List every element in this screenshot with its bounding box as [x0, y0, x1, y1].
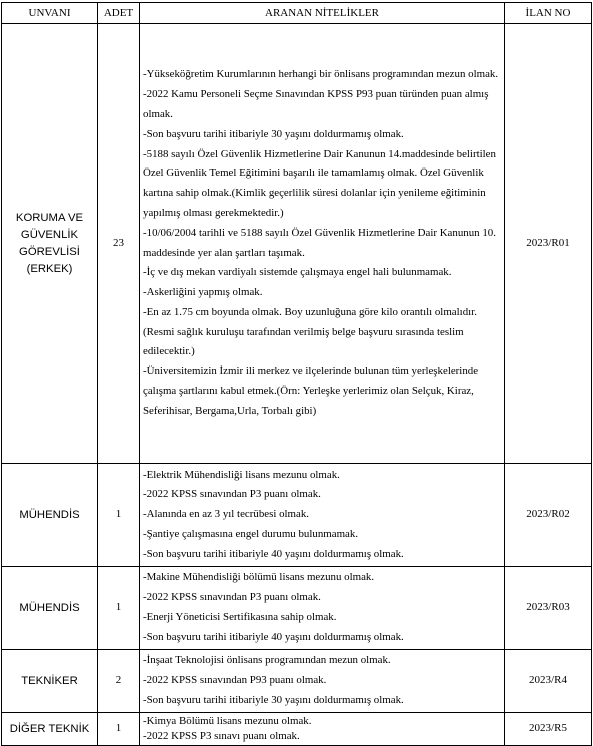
listing-number: 2023/R5: [505, 713, 592, 746]
header-ilan-no: İLAN NO: [505, 3, 592, 24]
qualifications-list: [140, 464, 505, 567]
listing-number: 2023/R01: [505, 24, 592, 464]
position-title: KORUMA VE GÜVENLİK GÖREVLİSİ (ERKEK): [2, 24, 98, 464]
qualification-item: -10/06/2004 tarihli ve 5188 sayılı Özel Güvenlik Hizmetlerine Dair Kanunun 10. maddesinde yer alan şartları taşımak.: [143, 226, 496, 259]
qualification-item: -2022 KPSS P3 sınavı puanı olmak.: [143, 730, 300, 742]
position-count: 1: [98, 464, 140, 567]
qualification-item: -İnşaat Teknolojisi önlisans programından mezun olmak.: [143, 654, 391, 667]
position-count: 1: [98, 567, 140, 650]
position-title: DİĞER TEKNİK: [2, 713, 98, 746]
qualification-item: -Son başvuru tarihi itibariyle 40 yaşını doldurmamış olmak.: [143, 547, 404, 560]
qualification-item: -En az 1.75 cm boyunda olmak. Boy uzunluğuna göre kilo orantılı olmalıdır.(Resmi sağlık kuruluşu tarafından verilmiş belge başvuru sırasında teslim edilecektir.): [143, 305, 477, 358]
qualification-item: -Enerji Yöneticisi Sertifikasına sahip olmak.: [143, 611, 337, 623]
qualification-item: -Yükseköğretim Kurumlarının herhangi bir önlisans programından mezun olmak.: [143, 68, 499, 81]
table-row: [2, 464, 592, 567]
qualification-item: -2022 KPSS sınavından P3 puanı olmak.: [143, 591, 321, 604]
qualification-item: -Makine Mühendisliği bölümü lisans mezunu olmak.: [143, 571, 375, 584]
qualification-item: -Kimya Bölümü lisans mezunu olmak.: [143, 715, 312, 727]
qualification-item: -Son başvuru tarihi itibariyle 30 yaşını doldurmamış olmak.: [143, 127, 404, 140]
qualification-item: -5188 sayılı Özel Güvenlik Hizmetlerine Dair Kanunun 14.maddesinde belirtilen Özel Güvenlik Temel Eğitimini başarılı ile tamamlamış olmak. Özel Güvenlik kartına sahip olmak.(Kimlik geçerlilik süresi dolanlar için yenileme eğitiminin yapılmış olması gerekmektedir.): [143, 147, 496, 219]
header-nitelikler: ARANAN NİTELİKLER: [140, 3, 505, 24]
qualification-item: -2022 KPSS sınavından P93 puanı olmak.: [143, 674, 327, 687]
header-row: [2, 3, 592, 24]
listing-number: 2023/R4: [505, 650, 592, 713]
qualification-item: -Son başvuru tarihi itibariyle 30 yaşını doldurmamış olmak.: [143, 693, 404, 706]
qualification-item: -Son başvuru tarihi itibariyle 40 yaşını doldurmamış olmak.: [143, 630, 404, 643]
qualification-item: -Alanında en az 3 yıl tecrübesi olmak.: [143, 508, 310, 521]
table-row: [2, 650, 592, 713]
header-unvani: UNVANI: [2, 3, 98, 24]
qualification-item: -Askerliğini yapmış olmak.: [143, 286, 263, 299]
qualification-item: -2022 Kamu Personeli Seçme Sınavından KPSS P93 puan türünden puan almış olmak.: [143, 88, 489, 120]
job-listing-table: [1, 2, 592, 746]
position-title: MÜHENDİS: [2, 567, 98, 650]
qualifications-list: [140, 24, 505, 464]
position-count: 23: [98, 24, 140, 464]
header-adet: ADET: [98, 3, 140, 24]
qualification-item: -2022 KPSS sınavından P3 puanı olmak.: [143, 488, 321, 501]
table-row: [2, 567, 592, 650]
position-title: TEKNİKER: [2, 650, 98, 713]
listing-number: 2023/R03: [505, 567, 592, 650]
listing-number: 2023/R02: [505, 464, 592, 567]
qualification-item: -Şantiye çalışmasına engel durumu bulunmamak.: [143, 527, 359, 540]
position-count: 2: [98, 650, 140, 713]
table-row: [2, 24, 592, 464]
position-count: 1: [98, 713, 140, 746]
qualifications-list: [140, 567, 505, 650]
qualifications-list: [140, 650, 505, 713]
qualification-item: -Üniversitemizin İzmir ili merkez ve ilçelerinde bulunan tüm yerleşkelerinde çalışma şartlarını kabul etmek.(Örn: Yerleşke yerlerimiz olan Selçuk, Kiraz, Seferihisar, Bergama,Urla, Torbalı gibi): [143, 365, 479, 417]
qualification-item: -Elektrik Mühendisliği lisans mezunu olmak.: [143, 468, 340, 481]
qualification-item: -İç ve dış mekan vardiyalı sistemde çalışmaya engel hali bulunmamak.: [143, 266, 452, 279]
position-title: MÜHENDİS: [2, 464, 98, 567]
